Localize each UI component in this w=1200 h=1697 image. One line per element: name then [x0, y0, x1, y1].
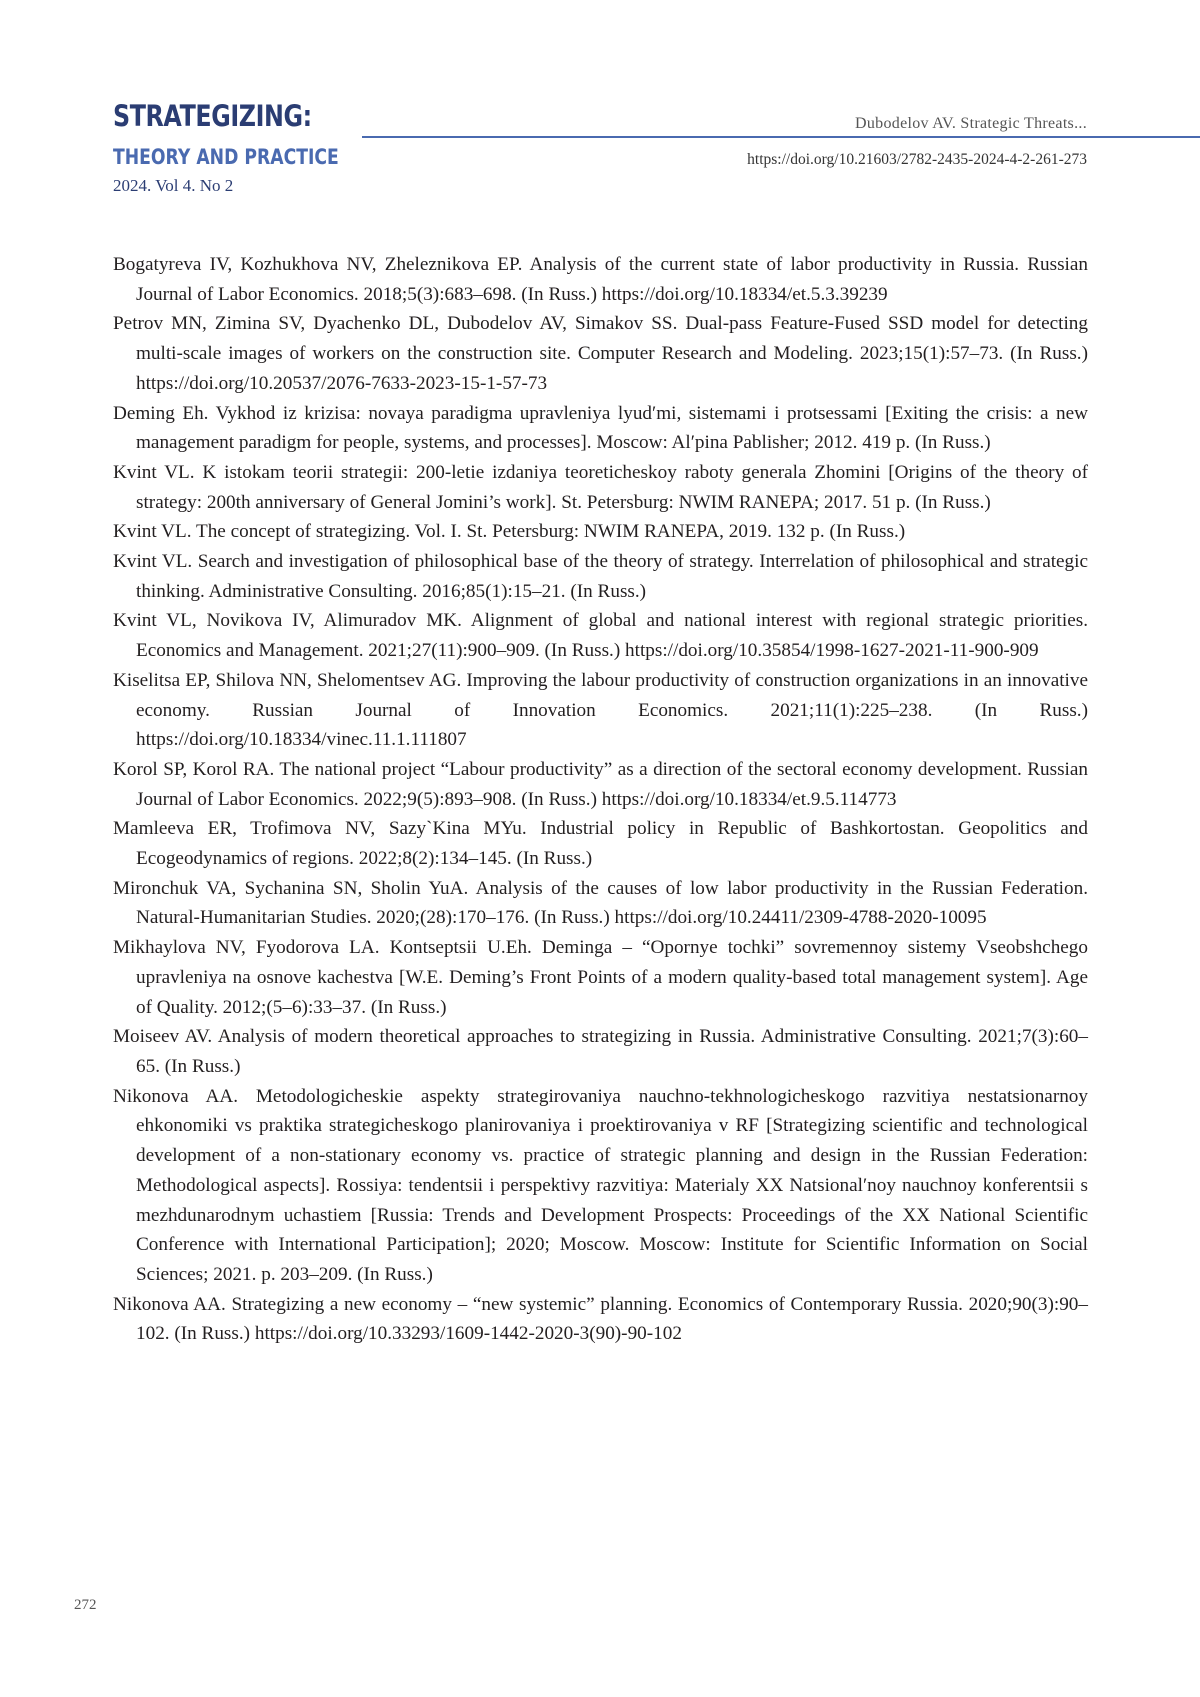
header-divider [362, 136, 1200, 138]
journal-subtitle: THEORY AND PRACTICE [113, 145, 339, 169]
reference-item: Mironchuk VA, Sychanina SN, Sholin YuA. Analysis of the causes of low labor productivity in the Russian Federation. Natural-Humanitarian Studies. 2020;(28):170–176. (In Russ.) https://doi.org/10.24411/2309-4788-2020-10095 [113, 877, 1088, 929]
reference-list [113, 250, 1088, 1349]
reference-item: Kvint VL. The concept of strategizing. Vol. I. St. Petersburg: NWIM RANEPA, 2019. 132 p. (In Russ.) [113, 521, 906, 543]
journal-issue: 2024. Vol 4. No 2 [113, 176, 234, 195]
running-head: Dubodelov AV. Strategic Threats... [855, 115, 1087, 132]
reference-item: Bogatyreva IV, Kozhukhova NV, Zheleznikova EP. Analysis of the current state of labor productivity in Russia. Russian Journal of Labor Economics. 2018;5(3):683–698. (In Russ.) https://doi.org/10.18334/et.5.3.39239 [113, 254, 1088, 305]
reference-item: Mamleeva ER, Trofimova NV, Sazy`Kina MYu. Industrial policy in Republic of Bashkortostan. Geopolitics and Ecogeodynamics of regions. 2022;8(2):134–145. (In Russ.) [113, 818, 1088, 870]
journal-masthead [113, 100, 388, 196]
reference-item: Korol SP, Korol RA. The national project “Labour productivity” as a direction of the sectoral economy development. Russian Journal of Labor Economics. 2022;9(5):893–908. (In Russ.) https://doi.org/10.18334/et.9.5.114773 [113, 758, 1088, 810]
reference-item: Deming Eh. Vykhod iz krizisa: novaya paradigma upravleniya lyud′mi, sistemami i protsessami [Exiting the crisis: a new management paradigm for people, systems, and processes]. Moscow: Al′pina Pablisher; 2012. 419 p. (In Russ.) [113, 402, 1088, 454]
reference-item: Petrov MN, Zimina SV, Dyachenko DL, Dubodelov AV, Simakov SS. Dual-pass Feature-Fused SSD model for detecting multi-scale images of workers on the construction site. Computer Research and Modeling. 2023;15(1):57–73. (In Russ.) https://doi.org/10.20537/2076-7633-2023-15-1-57-73 [113, 313, 1088, 394]
reference-item: Mikhaylova NV, Fyodorova LA. Kontseptsii U.Eh. Deminga – “Opornye tochki” sovremennoy sistemy Vseobshchego upravleniya na osnove kachestva [W.E. Deming’s Front Points of a modern quality-based total management system]. Age of Quality. 2012;(5–6):33–37. (In Russ.) [113, 937, 1088, 1018]
reference-item: Kvint VL. Search and investigation of philosophical base of the theory of strategy. Interrelation of philosophical and strategic thinking. Administrative Consulting. 2016;85(1):15–21. (In Russ.) [113, 551, 1088, 602]
article-doi[interactable]: https://doi.org/10.21603/2782-2435-2024-4-2-261-273 [747, 151, 1087, 168]
journal-title: STRATEGIZING: [113, 99, 312, 133]
reference-item: Kiselitsa EP, Shilova NN, Shelomentsev AG. Improving the labour productivity of construction organizations in an innovative economy. Russian Journal of Innovation Economics. 2021;11(1):225–238. (In Russ.) https://doi.org/10.18334/vinec.11.1.111807 [113, 669, 1088, 751]
reference-item: Nikonova AA. Strategizing a new economy – “new systemic” planning. Economics of Contemporary Russia. 2020;90(3):90–102. (In Russ.) https://doi.org/10.33293/1609-1442-2020-3(90)-90-102 [113, 1293, 1088, 1345]
reference-item: Kvint VL. K istokam teorii strategii: 200-letie izdaniya teoreticheskoy raboty generala Zhomini [Origins of the theory of strategy: 200th anniversary of General Jomini’s work]. St. Petersburg: NWIM RANEPA; 2017. 51 p. (In Russ.) [113, 461, 1088, 513]
reference-item: Nikonova AA. Metodologicheskie aspekty strategirovaniya nauchno-tekhnologicheskogo razvitiya nestatsionarnoy ehkonomiki vs praktika strategicheskogo planirovaniya i proektirovaniya v RF [Strategizing scientific and technological development of a non-stationary economy vs. practice of strategic planning and design in the Russian Federation: Methodological aspects]. Rossiya: tendentsii i perspektivy razvitiya: Materialy XX Natsional′noy nauchnoy konferentsii s mezhdunarodnym uchastiem [Russia: Trends and Development Prospects: Proceedings of the XX National Scientific Conference with International Participation]; 2020; Moscow. Moscow: Institute for Scientific Information on Social Sciences; 2021. p. 203–209. (In Russ.) [113, 1085, 1088, 1285]
page-number: 272 [74, 1597, 97, 1613]
reference-item: Moiseev AV. Analysis of modern theoretical approaches to strategizing in Russia. Administrative Consulting. 2021;7(3):60–65. (In Russ.) [113, 1026, 1088, 1077]
reference-item: Kvint VL, Novikova IV, Alimuradov MK. Alignment of global and national interest with regional strategic priorities. Economics and Management. 2021;27(11):900–909. (In Russ.) https://doi.org/10.35854/1998-1627-2021-11-900-909 [113, 610, 1088, 662]
